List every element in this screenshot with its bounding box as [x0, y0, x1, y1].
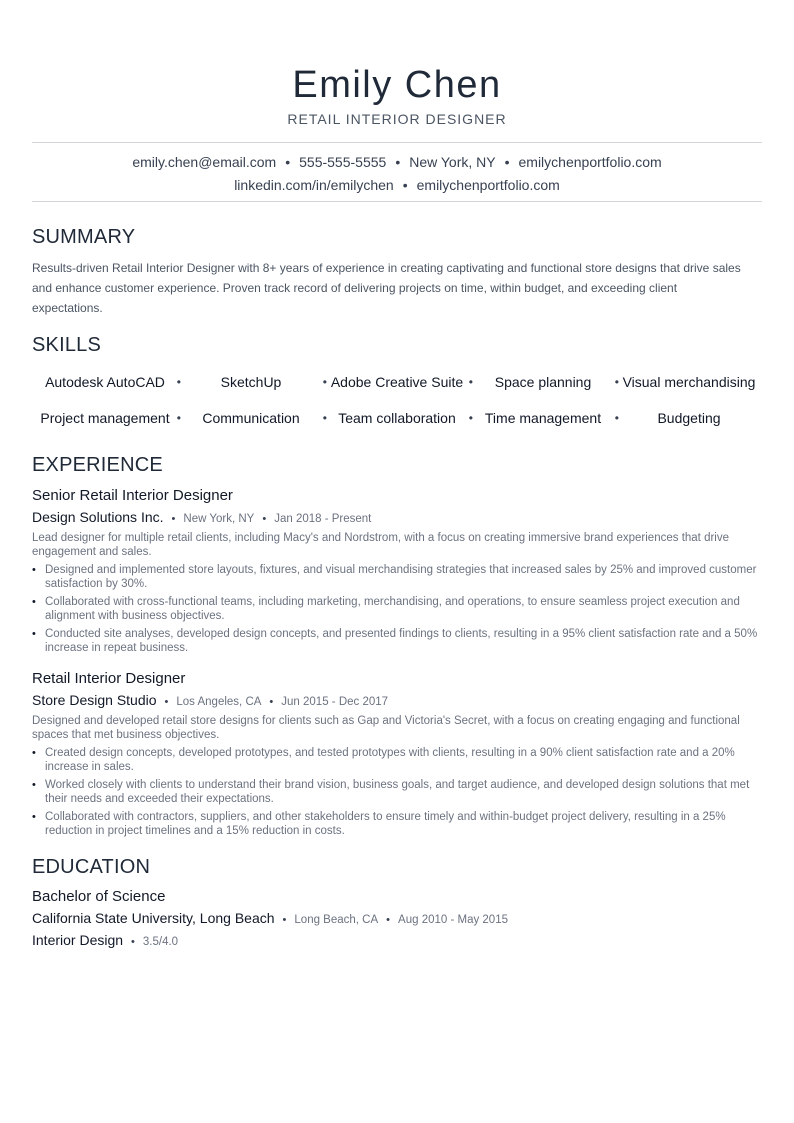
education-degree: Bachelor of Science [32, 888, 166, 905]
bullet-text: Created design concepts, developed prototypes, and tested prototypes with clients, resulting in a 90% client satisfaction rate and a 20% increase in sales. [45, 747, 735, 773]
contact-linkedin[interactable]: linkedin.com/in/emilychen [234, 177, 394, 193]
bullet-marker: • [32, 779, 36, 791]
job-bullet [32, 778, 762, 806]
bullet-text: Designed and implemented store layouts, fixtures, and visual merchandising strategies that increased sales by 25% and improved customer satisfaction by 30%. [45, 564, 757, 590]
bullet-text: Conducted site analyses, developed design concepts, and presented findings to clients, resulting in a 95% client satisfaction rate and a 50% increase in repeat business. [45, 628, 758, 654]
skill-separator: • [322, 411, 327, 425]
skill-item [470, 401, 619, 435]
job-entry [32, 487, 762, 659]
skill-label: Team collaboration [338, 410, 456, 426]
header-divider-top [32, 142, 762, 143]
experience-heading: EXPERIENCE [32, 454, 163, 476]
education-school-line [32, 910, 762, 929]
bullet-marker: • [32, 628, 36, 640]
skill-item [324, 365, 473, 399]
job-bullet [32, 563, 762, 591]
job-entry [32, 670, 762, 842]
meta-separator: • [164, 696, 169, 708]
skill-item [616, 365, 762, 399]
bullet-text: Collaborated with contractors, suppliers, and other stakeholders to ensure timely and within-budget project delivery, resulting in a 25% reduction in project timelines and a 15% reduction in costs. [45, 811, 726, 837]
skill-separator: • [468, 411, 473, 425]
job-bullet [32, 627, 762, 655]
contact-website[interactable]: emilychenportfolio.com [518, 154, 662, 170]
education-school: California State University, Long Beach [32, 910, 275, 926]
contact-line-1 [32, 151, 762, 174]
meta-separator: • [386, 914, 391, 926]
job-meta [32, 692, 762, 711]
skill-item [32, 365, 181, 399]
job-description: Designed and developed retail store designs for clients such as Gap and Victoria's Secret, with a focus on creating engaging and functional spaces that met business objectives. [32, 715, 740, 741]
job-bullet [32, 746, 762, 774]
meta-separator: • [269, 696, 274, 708]
job-description: Lead designer for multiple retail clients, including Macy's and Nordstrom, with a focus on creating immersive brand experiences that drive engagement and sales. [32, 532, 729, 558]
bullet-text: Collaborated with cross-functional teams, including marketing, merchandising, and operations, to ensure seamless project execution and alignment with business objectives. [45, 596, 740, 622]
skill-item [324, 401, 473, 435]
contact-website-2[interactable]: emilychenportfolio.com [416, 177, 560, 193]
skill-separator: • [614, 375, 619, 389]
education-major: Interior Design [32, 932, 124, 948]
education-gpa: 3.5/4.0 [142, 936, 179, 948]
skill-separator: • [176, 411, 181, 425]
job-company: Store Design Studio [32, 692, 157, 708]
bullet-marker: • [32, 564, 36, 576]
bullet-marker: • [32, 747, 36, 759]
meta-separator: • [171, 513, 176, 525]
candidate-name: Emily Chen [292, 64, 502, 106]
skill-separator: • [322, 375, 327, 389]
job-dates: Jan 2018 - Present [274, 513, 372, 525]
summary-text: Results-driven Retail Interior Designer with 8+ years of experience in creating captivating and functional store designs that drive sales and enhance customer experience. Proven track record of delivering projects on time, within budget, and exceeding client expectations. [32, 261, 741, 315]
contact-separator: • [504, 154, 510, 170]
contact-phone[interactable]: 555-555-5555 [299, 154, 387, 170]
summary-heading: SUMMARY [32, 226, 136, 248]
contact-separator: • [285, 154, 291, 170]
skill-label: SketchUp [220, 374, 282, 390]
education-entry [32, 888, 762, 951]
job-company: Design Solutions Inc. [32, 509, 164, 525]
meta-separator: • [131, 936, 135, 948]
skill-separator: • [468, 375, 473, 389]
education-major-line [32, 932, 762, 951]
education-dates: Aug 2010 - May 2015 [398, 914, 508, 926]
skill-label: Adobe Creative Suite [330, 374, 464, 390]
skill-label: Communication [202, 410, 300, 426]
contact-location: New York, NY [409, 154, 496, 170]
meta-separator: • [262, 513, 267, 525]
job-bullets [32, 563, 762, 655]
candidate-title: RETAIL INTERIOR DESIGNER [287, 111, 507, 127]
skill-label: Visual merchandising [622, 374, 756, 390]
contact-separator: • [402, 177, 408, 193]
skills-grid [32, 365, 762, 435]
skill-label: Budgeting [657, 410, 721, 426]
skill-label: Time management [484, 410, 602, 426]
skill-label: Project management [40, 410, 170, 426]
contact-separator: • [395, 154, 401, 170]
contact-line-2 [32, 174, 762, 197]
skill-item [616, 401, 762, 435]
skill-separator: • [176, 375, 181, 389]
job-title: Retail Interior Designer [32, 670, 186, 687]
bullet-marker: • [32, 596, 36, 608]
skill-separator: • [614, 411, 619, 425]
job-title: Senior Retail Interior Designer [32, 487, 233, 504]
skill-label: Autodesk AutoCAD [45, 374, 165, 390]
job-bullets [32, 746, 762, 838]
contact-info [32, 151, 762, 197]
contact-email[interactable]: emily.chen@email.com [132, 154, 277, 170]
job-location: Los Angeles, CA [176, 696, 262, 708]
skill-label: Space planning [494, 374, 592, 390]
resume-header [0, 0, 794, 127]
bullet-marker: • [32, 811, 36, 823]
skill-item [178, 365, 327, 399]
job-dates: Jun 2015 - Dec 2017 [281, 696, 389, 708]
meta-separator: • [282, 914, 287, 926]
job-meta [32, 509, 762, 528]
job-bullet [32, 810, 762, 838]
job-bullet [32, 595, 762, 623]
skill-item [470, 365, 619, 399]
skill-item [178, 401, 327, 435]
job-location: New York, NY [183, 513, 255, 525]
bullet-text: Worked closely with clients to understand their brand vision, business goals, and target audience, and developed design solutions that met their needs and exceeded their expectations. [45, 779, 750, 805]
skill-item [32, 401, 181, 435]
education-location: Long Beach, CA [294, 914, 379, 926]
header-divider-bottom [32, 201, 762, 202]
education-heading: EDUCATION [32, 856, 151, 878]
skills-heading: SKILLS [32, 334, 102, 356]
